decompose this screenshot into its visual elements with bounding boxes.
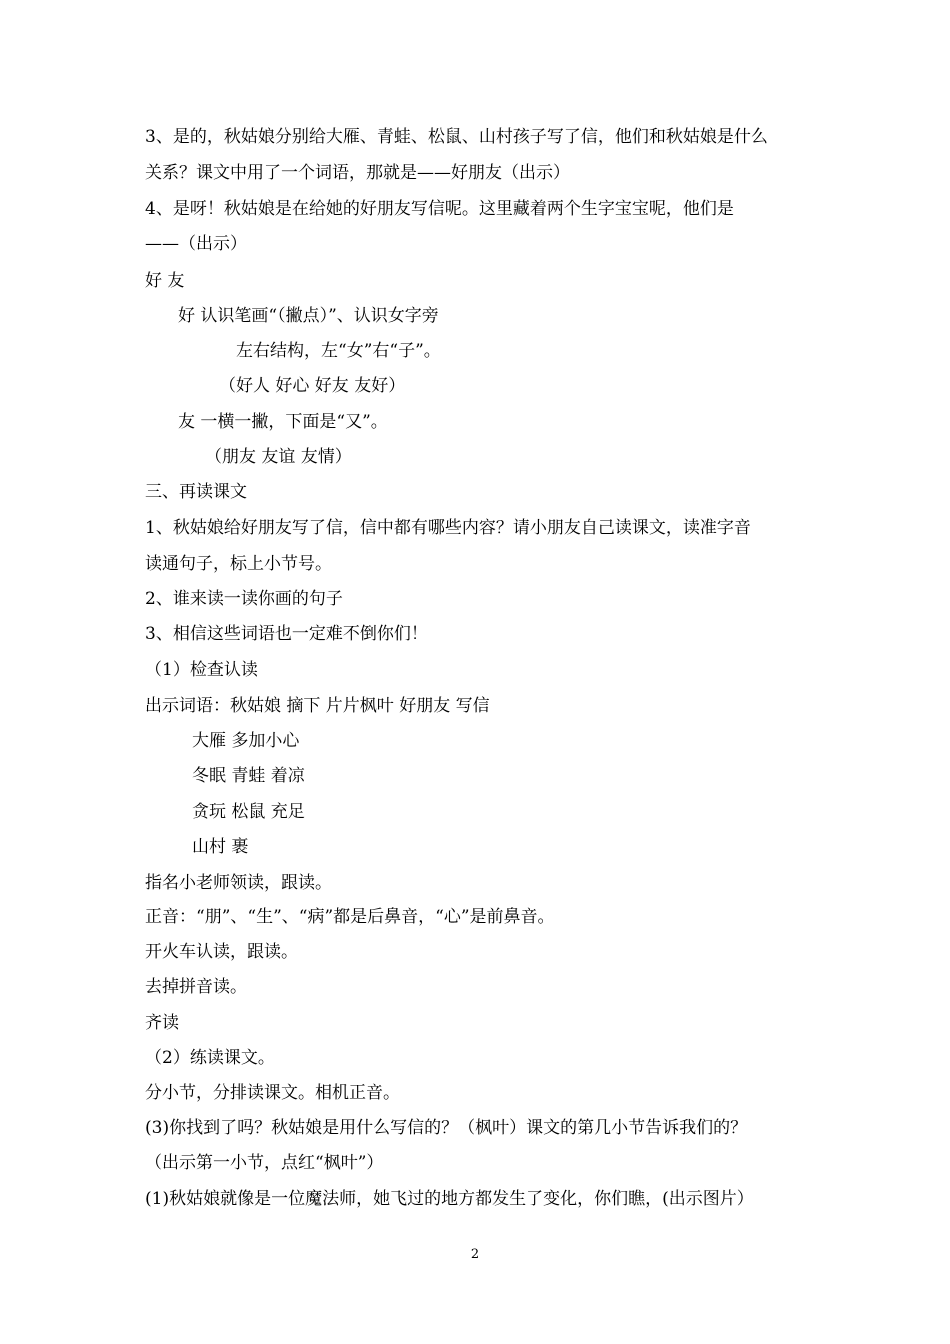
text-line: ——（出示）: [145, 234, 247, 254]
text-line: （出示第一小节，点红“枫叶”）: [145, 1153, 384, 1173]
text-line: （1）检查认读: [145, 660, 258, 680]
text-line: 出示词语：秋姑娘 摘下 片片枫叶 好朋友 写信: [145, 696, 490, 716]
text-line: 4、是呀！秋姑娘是在给她的好朋友写信呢。这里藏着两个生字宝宝呢，他们是: [145, 199, 734, 219]
section-heading: 三、再读课文: [145, 482, 247, 502]
text-line: （2）练读课文。: [145, 1048, 275, 1068]
text-line: (1)秋姑娘就像是一位魔法师，她飞过的地方都发生了变化，你们瞧，(出示图片）: [145, 1189, 754, 1209]
page-number: 2: [470, 1247, 480, 1262]
text-line: （好人 好心 好友 友好）: [219, 376, 406, 396]
text-line: 友 一横一撇，下面是“又”。: [178, 412, 388, 432]
text-line: 指名小老师领读，跟读。: [145, 873, 332, 893]
text-line: 3、相信这些词语也一定难不倒你们！: [145, 624, 428, 644]
text-line: 齐读: [145, 1013, 179, 1033]
text-line: 读通句子，标上小节号。: [145, 554, 332, 574]
text-line: (3)你找到了吗？秋姑娘是用什么写信的？（枫叶）课文的第几小节告诉我们的？: [145, 1118, 748, 1138]
text-line: 贪玩 松鼠 充足: [192, 802, 305, 822]
text-line: 去掉拼音读。: [145, 977, 247, 997]
text-line: （朋友 友谊 友情）: [205, 447, 352, 467]
text-line: 2、谁来读一读你画的句子: [145, 589, 343, 609]
text-line: 3、是的，秋姑娘分别给大雁、青蛙、松鼠、山村孩子写了信，他们和秋姑娘是什么: [145, 127, 768, 147]
text-line: 1、秋姑娘给好朋友写了信，信中都有哪些内容？请小朋友自己读课文，读准字音: [145, 518, 751, 538]
text-line: 分小节，分排读课文。相机正音。: [145, 1083, 400, 1103]
text-line: 山村 裹: [192, 837, 249, 857]
text-line: 大雁 多加小心: [192, 731, 300, 751]
text-line: 好 友: [145, 271, 185, 291]
text-line: 好 认识笔画“（撇点）”、认识女字旁: [178, 306, 439, 326]
text-line: 开火车认读，跟读。: [145, 942, 298, 962]
text-line: 关系？课文中用了一个词语，那就是——好朋友（出示）: [145, 163, 570, 183]
text-line: 左右结构，左“女”右“子”。: [236, 341, 441, 361]
text-line: 冬眠 青蛙 着凉: [192, 766, 305, 786]
text-line: 正音：“朋”、“生”、“病”都是后鼻音，“心”是前鼻音。: [145, 907, 555, 927]
